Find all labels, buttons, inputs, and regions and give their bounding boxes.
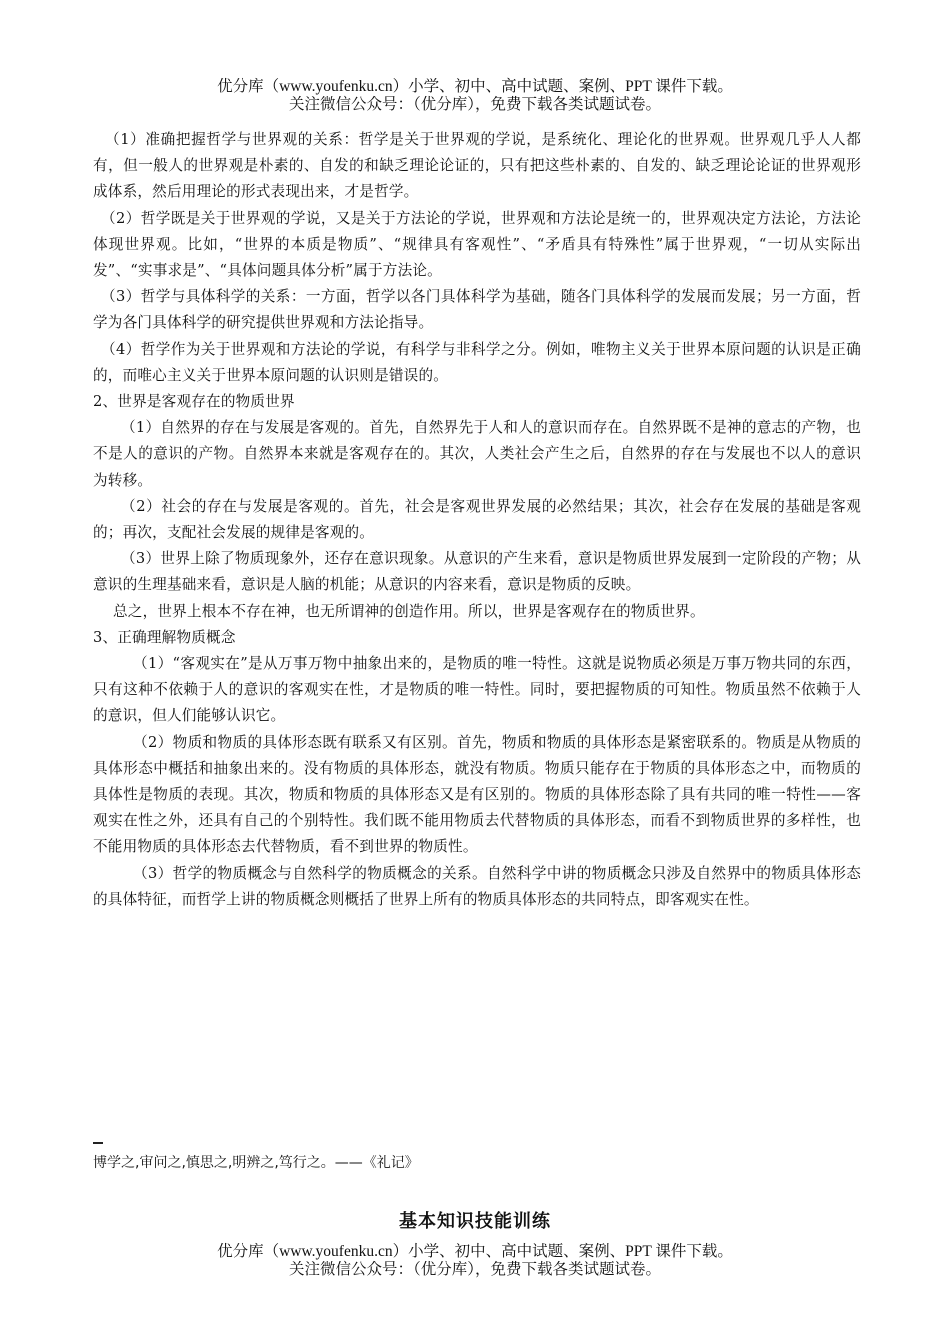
paragraph-philosophy-science: （3）哲学与具体科学的关系：一方面，哲学以各门具体科学为基础，随各门具体科学的发展而发展；另一方面，哲学为各门具体科学的研究提供世界观和方法论指导。 (93, 288, 861, 332)
header-wechat-line: 关注微信公众号：（优分库），免费下载各类试题试卷。 (288, 1261, 661, 1278)
paragraph-society-objective: （2）社会的存在与发展是客观的。首先，社会是客观世界发展的必然结果；其次，社会存在发展的基础是客观的；再次，支配社会发展的规律是客观的。 (93, 497, 861, 542)
header-wechat-line: 关注微信公众号：（优分库），免费下载各类试题试卷。 (288, 96, 661, 113)
section-heading-material-world: 2、世界是客观存在的物质世界 (93, 393, 295, 411)
page-header-bottom (0, 1243, 950, 1279)
document-body (93, 127, 861, 913)
paragraph-summary: 总之，世界上根本不存在神，也无所谓神的创造作用。所以，世界是客观存在的物质世界。 (113, 602, 705, 620)
page-header-top (0, 78, 950, 114)
paragraph-nature-objective: （1）自然界的存在与发展是客观的。首先，自然界先于人和人的意识而存在。自然界既不是神的意志的产物，也不是人的意识的产物。自然界本来就是客观存在的。其次，人类社会产生之后，自然界的存在与发展也不以人的意识为转移。 (93, 419, 861, 489)
paragraph-matter-science: （3）哲学的物质概念与自然科学的物质概念的关系。自然科学中讲的物质概念只涉及自然界中的物质具体形态的具体特征，而哲学上讲的物质概念则概括了世界上所有的物质具体形态的共同特点，即客观实在性。 (93, 864, 861, 908)
section-heading-matter-concept: 3、正确理解物质概念 (93, 628, 236, 646)
footnote-divider (93, 1142, 103, 1144)
classic-quote: 博学之,审问之,慎思之,明辨之,笃行之。——《礼记》 (93, 1155, 419, 1171)
paragraph-objective-reality: （1）“客观实在”是从万事万物中抽象出来的，是物质的唯一特性。这就是说物质必须是万事万物共同的东西，只有这种不依赖于人的意识的客观实在性，才是物质的唯一特性。同时，要把握物质的可知性。物质虽然不依赖于人的意识，但人们能够认识它。 (93, 655, 861, 725)
header-site-line: 优分库（www.youfenku.cn）小学、初中、高中试题、案例、PPT 课件下载。 (217, 78, 733, 95)
paragraph-consciousness: （3）世界上除了物质现象外，还存在意识现象。从意识的产生来看，意识是物质世界发展到一定阶段的产物；从意识的生理基础来看，意识是人脑的机能；从意识的内容来看，意识是物质的反映。 (93, 550, 861, 594)
paragraph-scientific-philosophy: （4）哲学作为关于世界观和方法论的学说，有科学与非科学之分。例如，唯物主义关于世界本原问题的认识是正确的，而唯心主义关于世界本原问题的认识则是错误的。 (93, 340, 861, 384)
paragraph-philosophy-worldview: （1）准确把握哲学与世界观的关系：哲学是关于世界观的学说，是系统化、理论化的世界观。世界观几乎人人都有，但一般人的世界观是朴素的、自发的和缺乏理论论证的，只有把这些朴素的、自发的、缺乏理论论证的世界观形成体系，然后用理论的形式表现出来，才是哲学。 (93, 131, 861, 201)
paragraph-matter-forms: （2）物质和物质的具体形态既有联系又有区别。首先，物质和物质的具体形态是紧密联系的。物质是从物质的具体形态中概括和抽象出来的。没有物质的具体形态，就没有物质。物质只能存在于物质的具体形态之中，而物质的具体性是物质的表现。其次，物质和物质的具体形态又是有区别的。物质的具体形态除了具有共同的唯一特性——客观实在性之外，还具有自己的个别特性。我们既不能用物质去代替物质的具体形态，而看不到物质世界的多样性，也不能用物质的具体形态去代替物质，看不到世界的物质性。 (93, 733, 861, 856)
section-title: 基本知识技能训练 (399, 1211, 551, 1232)
header-site-line: 优分库（www.youfenku.cn）小学、初中、高中试题、案例、PPT 课件下载。 (217, 1243, 733, 1260)
paragraph-worldview-methodology: （2）哲学既是关于世界观的学说，又是关于方法论的学说，世界观和方法论是统一的，世界观决定方法论，方法论体现世界观。比如，“世界的本质是物质”、“规律具有客观性”、“矛盾具有特殊性”属于世界观，“一切从实际出发”、“实事求是”、“具体问题具体分析”属于方法论。 (93, 209, 861, 280)
